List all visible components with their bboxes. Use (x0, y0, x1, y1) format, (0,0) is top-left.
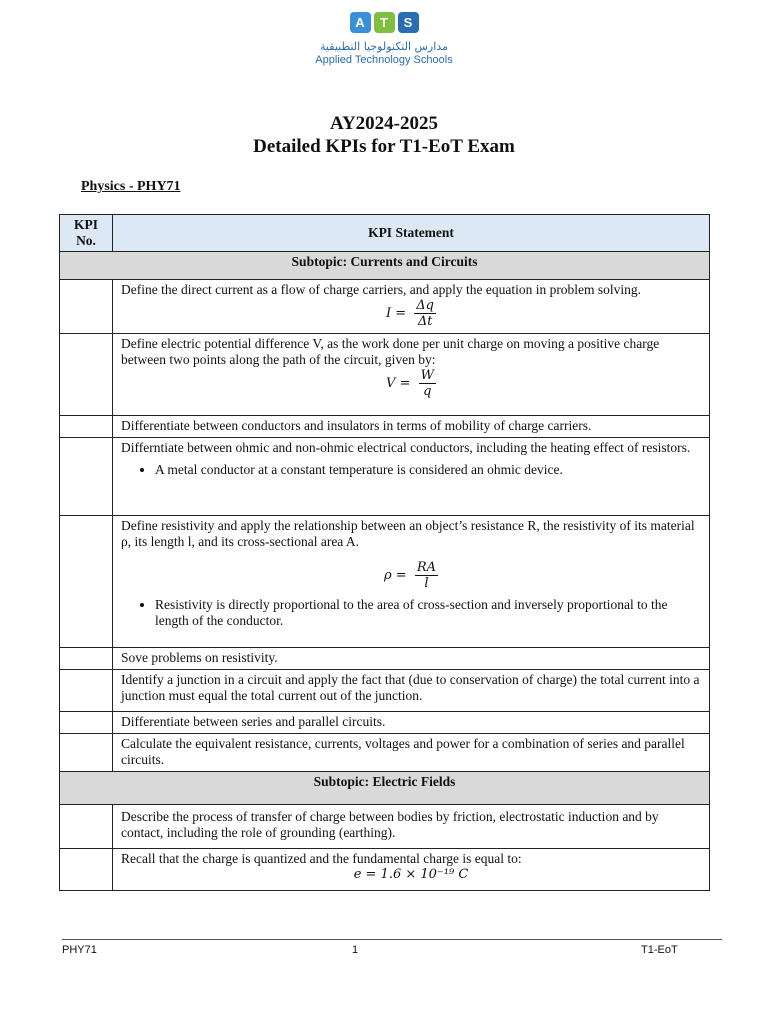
equation-fundamental-charge: e = 1.6 × 10⁻¹⁹ C (353, 867, 469, 882)
eq-denominator: Δt (417, 314, 433, 329)
table-header-row (60, 215, 710, 252)
eq-fraction (419, 368, 436, 399)
kpi-text: Differntiate between ohmic and non-ohmic electrical conductors, including the heating effect of resistors. (121, 440, 691, 455)
subtopic-currents: Subtopic: Currents and Circuits (60, 252, 710, 280)
academic-year-title: AY2024-2025 (329, 113, 439, 134)
kpi-table (59, 214, 710, 891)
eq-lhs: V = (386, 376, 411, 391)
table-row (60, 670, 710, 712)
table-row (60, 734, 710, 772)
kpi-number-cell (60, 334, 113, 416)
footer-exam-label: T1-EoT (641, 944, 678, 956)
kpi-number-cell (60, 670, 113, 712)
kpi-statement-cell: Differentiate between series and parallel circuits. (113, 712, 710, 734)
kpi-statement-cell (113, 334, 710, 416)
kpi-statement-cell: Describe the process of transfer of charge between bodies by friction, electrostatic induction and by contact, including the role of grounding (earthing). (113, 805, 710, 849)
kpi-statement-cell (113, 849, 710, 891)
table-row (60, 416, 710, 438)
equation-resistivity (121, 560, 701, 591)
kpi-text: Define the direct current as a flow of charge carriers, and apply the equation in problem solving. (121, 282, 642, 297)
logo-tile-a: A (350, 12, 371, 33)
table-row (60, 712, 710, 734)
table-row (60, 334, 710, 416)
table-row (60, 648, 710, 670)
footer-page-number: 1 (352, 944, 359, 956)
table-row (60, 516, 710, 648)
eq-lhs: I = (385, 306, 407, 321)
kpi-statement-cell (113, 280, 710, 334)
kpi-statement-cell: Calculate the equivalent resistance, currents, voltages and power for a combination of series and parallel circuits. (113, 734, 710, 772)
subject-heading: Physics - PHY71 (81, 179, 181, 194)
bullet-item: • A metal conductor at a constant temperature is considered an ohmic device. (155, 462, 701, 478)
kpi-number-cell (60, 416, 113, 438)
kpi-number-cell (60, 805, 113, 849)
kpi-no-header: KPI No. (60, 215, 113, 252)
kpi-number-cell (60, 712, 113, 734)
equation-voltage (121, 368, 701, 399)
kpi-number-cell (60, 849, 113, 891)
kpi-number-cell (60, 648, 113, 670)
subtopic-row (60, 252, 710, 280)
kpi-statement-cell (113, 516, 710, 648)
eq-denominator: l (424, 576, 429, 591)
footer-course-code: PHY71 (62, 944, 97, 956)
kpi-statement-cell: Identify a junction in a circuit and apply the fact that (due to conservation of charge) the total current into a junction must equal the total current out of the junction. (113, 670, 710, 712)
eq-numerator: Δq (416, 298, 435, 313)
kpi-text: Define resistivity and apply the relationship between an object’s resistance R, the resistivity of its material ρ, its length l, and its cross-sectional area A. (121, 518, 695, 549)
subtopic-electric-fields: Subtopic: Electric Fields (60, 772, 710, 805)
bullet-item: • Resistivity is directly proportional to the area of cross-section and inversely proportional to the length of the conductor. (155, 597, 701, 629)
kpi-statement-cell: Differentiate between conductors and insulators in terms of mobility of charge carriers. (113, 416, 710, 438)
logo-arabic-name: مدارس التكنولوجيا التطبيقية (320, 40, 448, 53)
eq-numerator: W (420, 368, 434, 383)
kpi-text: Recall that the charge is quantized and the fundamental charge is equal to: (121, 851, 522, 866)
kpi-statement-header: KPI Statement (113, 215, 710, 252)
table-row (60, 805, 710, 849)
eq-numerator: RA (416, 560, 436, 575)
kpi-statement-cell: Sove problems on resistivity. (113, 648, 710, 670)
table-row (60, 438, 710, 516)
table-row (60, 280, 710, 334)
footer-divider (62, 939, 722, 940)
equation-current (121, 298, 701, 329)
table-row (60, 849, 710, 891)
school-logo (0, 12, 768, 66)
eq-fraction (415, 560, 438, 591)
logo-tiles (350, 12, 419, 33)
eq-denominator: q (423, 384, 432, 399)
kpi-number-cell (60, 734, 113, 772)
logo-english-name: Applied Technology Schools (315, 54, 453, 66)
logo-tile-t: T (374, 12, 395, 33)
subtopic-row (60, 772, 710, 805)
kpi-number-cell (60, 280, 113, 334)
kpi-number-cell (60, 438, 113, 516)
document-title: Detailed KPIs for T1-EoT Exam (253, 136, 515, 157)
kpi-number-cell (60, 516, 113, 648)
bullet-list (121, 462, 701, 478)
eq-fraction (414, 298, 436, 329)
logo-tile-s: S (398, 12, 419, 33)
bullet-list (121, 597, 701, 629)
eq-lhs: ρ = (384, 568, 407, 583)
kpi-text: Define electric potential difference V, as the work done per unit charge on moving a positive charge between two points along the path of the circuit, given by: (121, 336, 660, 367)
kpi-statement-cell (113, 438, 710, 516)
